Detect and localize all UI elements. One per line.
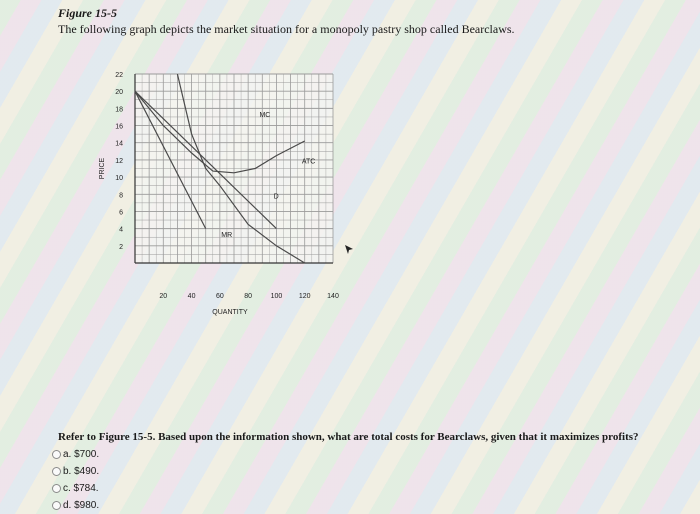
y-tick-label: 2 xyxy=(119,243,123,251)
y-tick-label: 18 xyxy=(115,106,123,114)
y-tick-label: 16 xyxy=(115,123,123,131)
answer-option-label: d. $980. xyxy=(63,500,100,511)
x-tick-label: 120 xyxy=(298,293,311,300)
curve-label-atc: ATC xyxy=(301,158,316,166)
question-text: Refer to Figure 15-5. Based upon the information shown, what are total costs for Bearclaws, given that it maximizes profits? xyxy=(58,431,639,443)
curve-label-mc: MC xyxy=(259,111,271,119)
y-tick-label: 14 xyxy=(115,140,123,148)
x-tick-label: 80 xyxy=(244,293,253,300)
answer-option-b[interactable] xyxy=(52,463,99,480)
curve-label-d: D xyxy=(273,193,279,201)
y-tick-label: 6 xyxy=(119,209,123,217)
answer-option-a[interactable] xyxy=(52,446,99,463)
answer-option-label: b. $490. xyxy=(63,466,100,477)
radio-button-d[interactable] xyxy=(52,501,61,510)
answer-option-c[interactable] xyxy=(52,480,99,497)
mouse-pointer-icon xyxy=(343,243,355,255)
answer-option-label: c. $784. xyxy=(63,483,99,494)
answer-option-d[interactable] xyxy=(52,497,99,514)
y-tick-label: 4 xyxy=(119,226,123,234)
x-tick-label: 20 xyxy=(159,293,168,300)
y-axis-label: PRICE xyxy=(99,157,106,180)
y-tick-label: 10 xyxy=(115,175,123,183)
y-tick-label: 20 xyxy=(115,89,123,97)
answer-option-label: a. $700. xyxy=(63,449,100,460)
radio-button-c[interactable] xyxy=(52,484,61,493)
figure-title: Figure 15-5 xyxy=(58,6,118,20)
x-tick-label: 100 xyxy=(270,293,283,300)
x-tick-label: 140 xyxy=(327,293,339,300)
x-tick-label: 40 xyxy=(187,293,196,300)
curve-label-mr: MR xyxy=(221,232,233,240)
radio-button-b[interactable] xyxy=(52,467,61,476)
figure-caption: The following graph depicts the market situation for a monopoly pastry shop called Bearclaws. xyxy=(58,22,515,36)
radio-button-a[interactable] xyxy=(52,450,61,459)
y-tick-label: 8 xyxy=(119,192,123,200)
y-tick-label: 22 xyxy=(115,72,123,79)
y-tick-label: 12 xyxy=(115,157,123,165)
x-axis-label: QUANTITY xyxy=(212,309,248,316)
answer-options xyxy=(52,446,99,514)
x-tick-label: 60 xyxy=(215,293,224,300)
